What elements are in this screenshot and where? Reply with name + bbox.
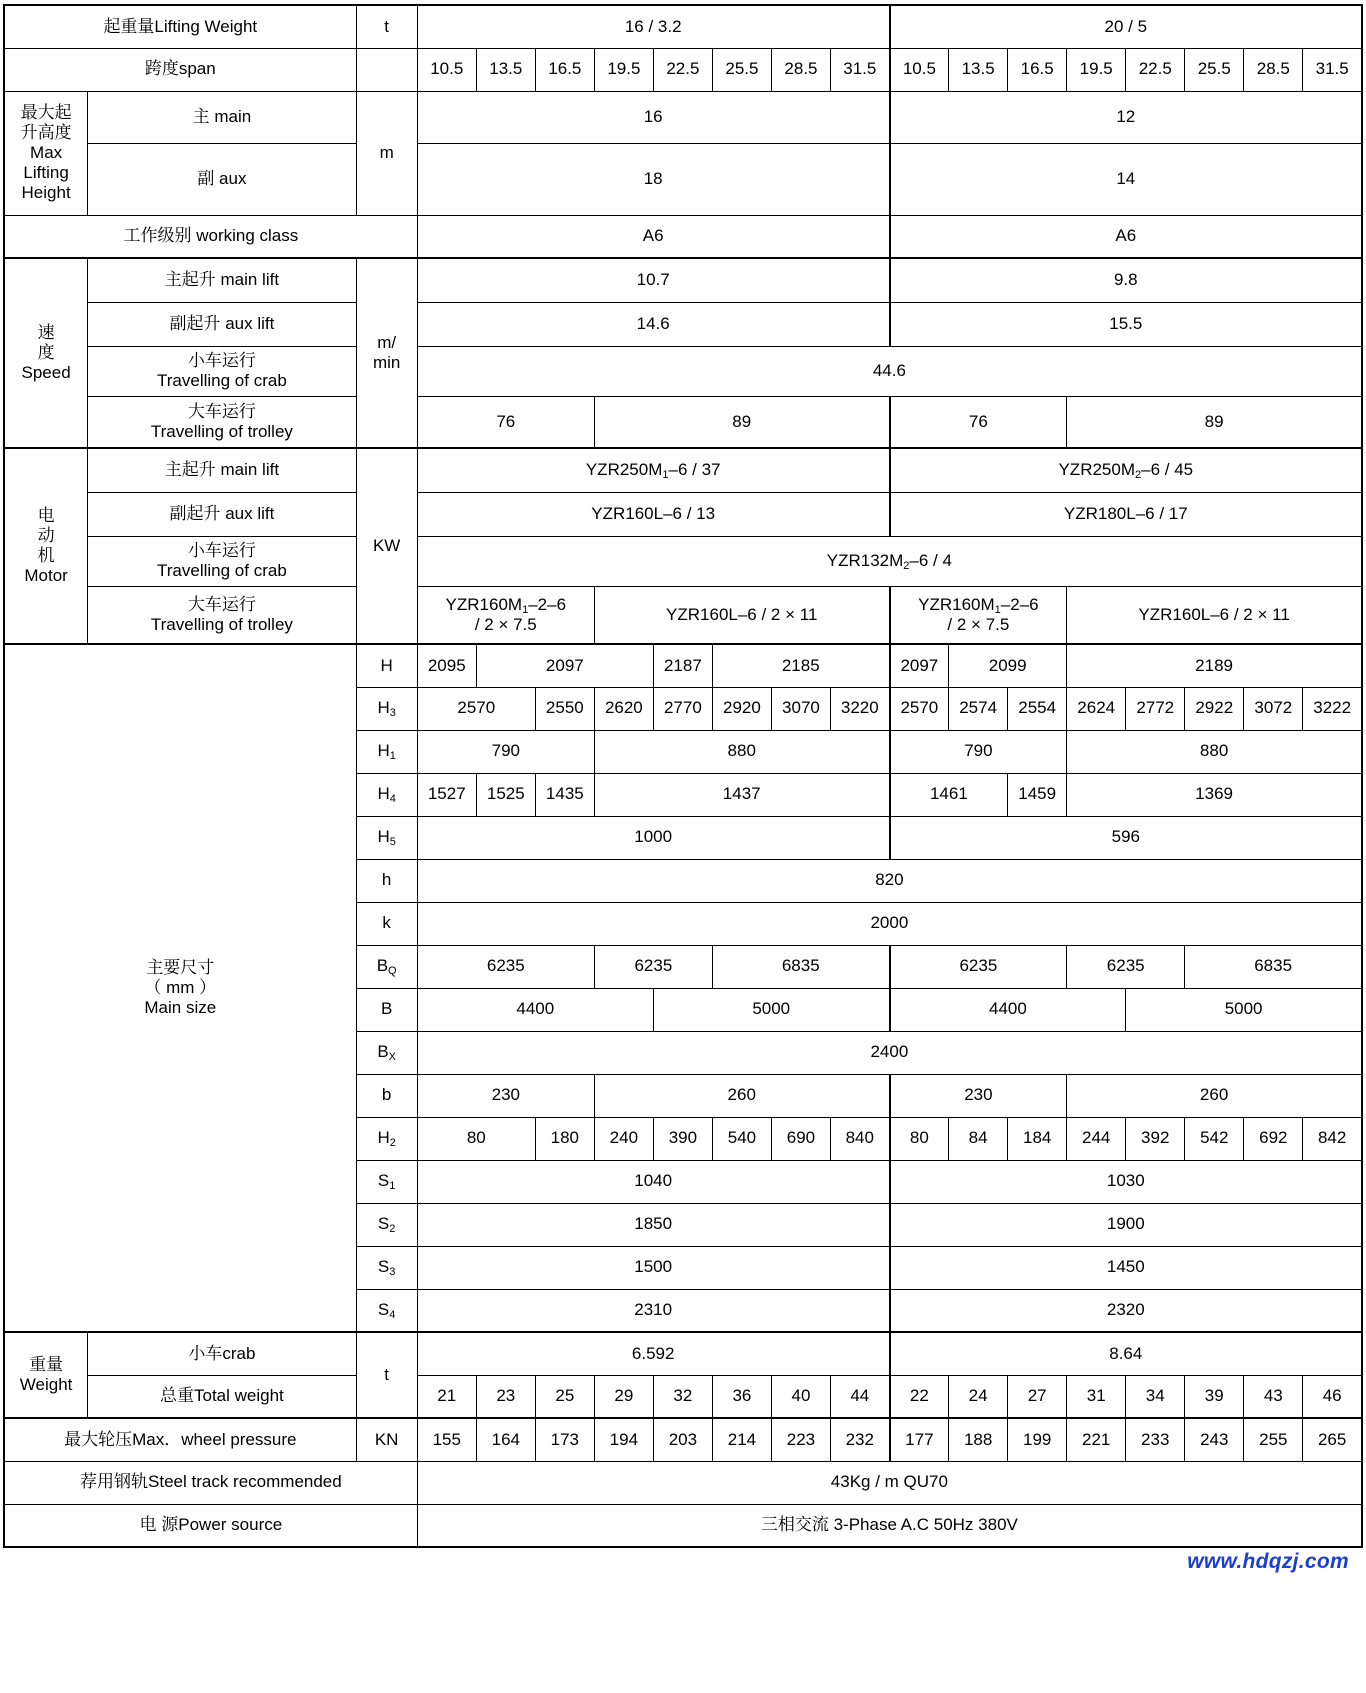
value-speed-aux-lift-b: 15.5 <box>890 302 1362 346</box>
value-H2-b-4: 244 <box>1067 1117 1126 1160</box>
group-label-speed <box>4 258 88 448</box>
value-H-b-3: 2189 <box>1067 644 1362 687</box>
group-label-max-lifting-height-en: Max Lifting Height <box>21 142 71 203</box>
value-total-b-4: 31 <box>1067 1375 1126 1418</box>
value-S1-a: 1040 <box>417 1160 889 1203</box>
value-motor-aux-lift-b: YZR180L–6 / 17 <box>890 492 1362 536</box>
value-B-b-2: 5000 <box>1126 988 1362 1031</box>
value-total-b-8: 46 <box>1303 1375 1362 1418</box>
dim-symbol-H2: $H_2$ <box>356 1117 417 1160</box>
row-label-weight-total: 总重Total weight <box>88 1375 356 1418</box>
row-label-motor-aux-lift: 副起升 aux lift <box>88 492 356 536</box>
value-motor-crab-all: $YZR132M_2-6 / 4$ <box>417 536 1362 586</box>
table-row-span <box>4 48 1362 91</box>
dim-symbol-BX: $B_X$ <box>356 1031 417 1074</box>
table-row-motor-aux-lift <box>4 492 1362 536</box>
group-label-weight <box>4 1332 88 1418</box>
value-H3-a-5: 2920 <box>712 687 771 730</box>
value-motor-trolley-a2: YZR160L–6 / 2 × 11 <box>594 586 889 644</box>
value-span-a-7: 28.5 <box>771 48 830 91</box>
value-H3-b-8: 3222 <box>1303 687 1362 730</box>
group-label-weight-en: Weight <box>19 1375 73 1394</box>
value-S2-b: 1900 <box>890 1203 1362 1246</box>
value-span-b-3: 16.5 <box>1008 48 1067 91</box>
dim-symbol-S3: $S_3$ <box>356 1246 417 1289</box>
value-motor-trolley-b2: YZR160L–6 / 2 × 11 <box>1067 586 1362 644</box>
row-label-working-class: 工作级别 working class <box>4 215 417 258</box>
value-BQ-a-1: 6235 <box>417 945 594 988</box>
value-H-a-3: 2187 <box>653 644 712 687</box>
value-H1-a-1: 790 <box>417 730 594 773</box>
group-label-max-lifting-height <box>4 91 88 215</box>
row-label-weight-crab: 小车crab <box>88 1332 356 1375</box>
value-wp-b-7: 255 <box>1244 1418 1303 1461</box>
row-label-motor-main-lift: 主起升 main lift <box>88 448 356 492</box>
table-row-max-lifting-height-aux <box>4 143 1362 215</box>
value-wp-a-3: 173 <box>535 1418 594 1461</box>
value-H3-b-6: 2922 <box>1185 687 1244 730</box>
unit-weight: t <box>356 1332 417 1418</box>
dim-symbol-B: B <box>356 988 417 1031</box>
value-total-b-1: 22 <box>890 1375 949 1418</box>
value-span-b-2: 13.5 <box>949 48 1008 91</box>
group-label-speed-en: Speed <box>21 363 71 383</box>
value-H5-b: 596 <box>890 816 1362 859</box>
value-H4-a-1: 1527 <box>417 773 476 816</box>
value-H-b-2: 2099 <box>949 644 1067 687</box>
value-span-a-1: 10.5 <box>417 48 476 91</box>
row-label-height-main: 主 main <box>88 91 356 143</box>
value-wp-a-5: 203 <box>653 1418 712 1461</box>
value-BQ-b-1: 6235 <box>890 945 1067 988</box>
value-BQ-b-2: 6235 <box>1067 945 1185 988</box>
value-steel-track: 43Kg / m QU70 <box>417 1461 1362 1504</box>
value-wp-b-3: 199 <box>1008 1418 1067 1461</box>
value-S2-a: 1850 <box>417 1203 889 1246</box>
row-label-speed-trolley-en: Travelling of trolley <box>150 421 293 441</box>
value-span-b-1: 10.5 <box>890 48 949 91</box>
value-k-all: 2000 <box>417 902 1362 945</box>
value-total-a-6: 36 <box>712 1375 771 1418</box>
unit-span <box>356 48 417 91</box>
value-H3-b-5: 2772 <box>1126 687 1185 730</box>
value-speed-aux-lift-a: 14.6 <box>417 302 889 346</box>
table-row-speed-crab <box>4 346 1362 396</box>
value-H2-b-7: 692 <box>1244 1117 1303 1160</box>
row-label-speed-crab-en: Travelling of crab <box>157 371 287 390</box>
unit-wheel-pressure: KN <box>356 1418 417 1461</box>
value-weight-crab-b: 8.64 <box>890 1332 1362 1375</box>
value-wp-a-7: 223 <box>771 1418 830 1461</box>
value-H1-b-1: 790 <box>890 730 1067 773</box>
row-label-speed-main-lift: 主起升 main lift <box>88 258 356 302</box>
value-height-main-a: 16 <box>417 91 889 143</box>
value-H-a-2: 2097 <box>476 644 653 687</box>
value-H4-b-1: 1461 <box>890 773 1008 816</box>
value-H2-a-3: 240 <box>594 1117 653 1160</box>
row-label-steel-track: 荐用钢轨Steel track recommended <box>4 1461 417 1504</box>
value-H3-a-7: 3220 <box>830 687 889 730</box>
row-label-span: 跨度span <box>4 48 356 91</box>
value-H2-a-2: 180 <box>535 1117 594 1160</box>
value-total-a-8: 44 <box>830 1375 889 1418</box>
value-H3-b-7: 3072 <box>1244 687 1303 730</box>
value-H2-b-2: 84 <box>949 1117 1008 1160</box>
dim-symbol-H1: $H_1$ <box>356 730 417 773</box>
value-H5-a: 1000 <box>417 816 889 859</box>
value-motor-main-lift-a: $YZR250M_1-6 / 37$ <box>417 448 889 492</box>
website-watermark: www.hdqzj.com <box>1187 1550 1349 1573</box>
dim-symbol-H4: $H_4$ <box>356 773 417 816</box>
value-H2-b-3: 184 <box>1008 1117 1067 1160</box>
value-BQ-b-3: 6835 <box>1185 945 1362 988</box>
value-lifting-weight-group-a: 16 / 3.2 <box>417 5 889 48</box>
value-H3-a-2: 2550 <box>535 687 594 730</box>
dim-symbol-h: h <box>356 859 417 902</box>
value-S1-b: 1030 <box>890 1160 1362 1203</box>
dim-symbol-H3: $H_3$ <box>356 687 417 730</box>
row-label-motor-crab-en: Travelling of crab <box>157 561 287 580</box>
table-row-motor-main-lift <box>4 448 1362 492</box>
value-wp-a-4: 194 <box>594 1418 653 1461</box>
value-H1-a-2: 880 <box>594 730 889 773</box>
table-row-speed-aux-lift <box>4 302 1362 346</box>
value-span-b-7: 28.5 <box>1244 48 1303 91</box>
value-span-b-4: 19.5 <box>1067 48 1126 91</box>
value-H2-a-1: 80 <box>417 1117 535 1160</box>
value-H3-a-1: 2570 <box>417 687 535 730</box>
value-working-class-a: A6 <box>417 215 889 258</box>
value-total-a-7: 40 <box>771 1375 830 1418</box>
row-label-lifting-weight: 起重量Lifting Weight <box>4 5 356 48</box>
group-label-speed-cn: 速 度 <box>37 322 55 362</box>
value-H4-a-4: 1437 <box>594 773 889 816</box>
value-BQ-a-2: 6235 <box>594 945 712 988</box>
value-wp-b-6: 243 <box>1185 1418 1244 1461</box>
value-span-b-6: 25.5 <box>1185 48 1244 91</box>
value-BX-all: 2400 <box>417 1031 1362 1074</box>
row-label-wheel-pressure: 最大轮压Max．wheel pressure <box>4 1418 356 1461</box>
value-H2-a-6: 690 <box>771 1117 830 1160</box>
value-H3-b-2: 2574 <box>949 687 1008 730</box>
value-wp-b-4: 221 <box>1067 1418 1126 1461</box>
value-total-b-5: 34 <box>1126 1375 1185 1418</box>
dim-symbol-S2: $S_2$ <box>356 1203 417 1246</box>
table-row-motor-crab <box>4 536 1362 586</box>
value-span-b-8: 31.5 <box>1303 48 1362 91</box>
value-S4-a: 2310 <box>417 1289 889 1332</box>
row-label-motor-crab-cn: 小车运行 <box>187 540 256 560</box>
value-speed-trolley-b2: 89 <box>1067 396 1362 448</box>
value-wp-a-8: 232 <box>830 1418 889 1461</box>
value-H2-b-5: 392 <box>1126 1117 1185 1160</box>
value-b-b-1: 230 <box>890 1074 1067 1117</box>
row-label-motor-trolley <box>88 586 356 644</box>
row-label-motor-crab <box>88 536 356 586</box>
value-H1-b-2: 880 <box>1067 730 1362 773</box>
value-BQ-a-3: 6835 <box>712 945 889 988</box>
group-label-main-size-unit: （ mm ） <box>144 977 217 997</box>
value-H-b-1: 2097 <box>890 644 949 687</box>
table-row-lifting-weight <box>4 5 1362 48</box>
group-label-main-size-en: Main size <box>144 998 217 1018</box>
value-height-aux-a: 18 <box>417 143 889 215</box>
value-H2-a-5: 540 <box>712 1117 771 1160</box>
table-row-working-class <box>4 215 1362 258</box>
dim-symbol-S1: $S_1$ <box>356 1160 417 1203</box>
value-H2-b-1: 80 <box>890 1117 949 1160</box>
value-working-class-b: A6 <box>890 215 1362 258</box>
table-row-speed-trolley <box>4 396 1362 448</box>
value-H2-b-6: 542 <box>1185 1117 1244 1160</box>
value-motor-aux-lift-a: YZR160L–6 / 13 <box>417 492 889 536</box>
value-power-source: 三相交流 3-Phase A.C 50Hz 380V <box>417 1504 1362 1547</box>
value-H-a-4: 2185 <box>712 644 889 687</box>
value-wp-a-1: 155 <box>417 1418 476 1461</box>
value-H3-b-1: 2570 <box>890 687 949 730</box>
table-row-weight-total <box>4 1375 1362 1418</box>
value-span-a-8: 31.5 <box>830 48 889 91</box>
row-label-speed-crab-cn: 小车运行 <box>187 350 256 370</box>
dim-symbol-H5: $H_5$ <box>356 816 417 859</box>
value-wp-a-2: 164 <box>476 1418 535 1461</box>
dim-symbol-b: b <box>356 1074 417 1117</box>
table-row-weight-crab <box>4 1332 1362 1375</box>
value-speed-crab-all: 44.6 <box>417 346 1362 396</box>
value-wp-b-5: 233 <box>1126 1418 1185 1461</box>
value-total-a-2: 23 <box>476 1375 535 1418</box>
value-total-a-3: 25 <box>535 1375 594 1418</box>
value-span-a-4: 19.5 <box>594 48 653 91</box>
value-lifting-weight-group-b: 20 / 5 <box>890 5 1362 48</box>
value-span-a-3: 16.5 <box>535 48 594 91</box>
row-label-height-aux: 副 aux <box>88 143 356 215</box>
value-span-a-5: 22.5 <box>653 48 712 91</box>
value-total-b-3: 27 <box>1008 1375 1067 1418</box>
value-S3-b: 1450 <box>890 1246 1362 1289</box>
crane-specification-table <box>3 4 1363 1548</box>
value-wp-b-1: 177 <box>890 1418 949 1461</box>
value-weight-crab-a: 6.592 <box>417 1332 889 1375</box>
value-total-b-6: 39 <box>1185 1375 1244 1418</box>
table-row-dim-H <box>4 644 1362 687</box>
value-speed-trolley-a2: 89 <box>594 396 889 448</box>
table-row-speed-main-lift <box>4 258 1362 302</box>
value-speed-main-lift-b: 9.8 <box>890 258 1362 302</box>
value-span-a-2: 13.5 <box>476 48 535 91</box>
value-speed-trolley-b1: 76 <box>890 396 1067 448</box>
dim-symbol-S4: $S_4$ <box>356 1289 417 1332</box>
value-total-b-7: 43 <box>1244 1375 1303 1418</box>
row-label-speed-crab <box>88 346 356 396</box>
value-H2-a-4: 390 <box>653 1117 712 1160</box>
value-speed-trolley-a1: 76 <box>417 396 594 448</box>
value-height-main-b: 12 <box>890 91 1362 143</box>
group-label-max-lifting-height-cn: 最大起 升高度 <box>20 102 72 142</box>
value-total-a-5: 32 <box>653 1375 712 1418</box>
value-span-b-5: 22.5 <box>1126 48 1185 91</box>
table-row-steel-track <box>4 1461 1362 1504</box>
table-row-wheel-pressure <box>4 1418 1362 1461</box>
group-label-motor <box>4 448 88 644</box>
value-H4-b-3: 1369 <box>1067 773 1362 816</box>
row-label-motor-trolley-cn: 大车运行 <box>187 594 256 614</box>
value-span-a-6: 25.5 <box>712 48 771 91</box>
value-H3-a-6: 3070 <box>771 687 830 730</box>
group-label-motor-cn: 电 动 机 <box>37 505 55 565</box>
value-B-b-1: 4400 <box>890 988 1126 1031</box>
value-speed-main-lift-a: 10.7 <box>417 258 889 302</box>
value-b-b-2: 260 <box>1067 1074 1362 1117</box>
value-H3-b-4: 2624 <box>1067 687 1126 730</box>
value-H2-b-8: 842 <box>1303 1117 1362 1160</box>
value-S4-b: 2320 <box>890 1289 1362 1332</box>
value-H3-b-3: 2554 <box>1008 687 1067 730</box>
value-S3-a: 1500 <box>417 1246 889 1289</box>
value-motor-trolley-a1: $YZR160M_1-2-6$ / 2 × 7.5 <box>417 586 594 644</box>
dim-symbol-H: H <box>356 644 417 687</box>
value-wp-a-6: 214 <box>712 1418 771 1461</box>
value-H2-a-7: 840 <box>830 1117 889 1160</box>
row-label-motor-trolley-en: Travelling of trolley <box>150 614 293 634</box>
unit-motor: KW <box>356 448 417 644</box>
value-H3-a-3: 2620 <box>594 687 653 730</box>
unit-lifting-weight: t <box>356 5 417 48</box>
value-total-a-4: 29 <box>594 1375 653 1418</box>
value-motor-main-lift-b: $YZR250M_2-6 / 45$ <box>890 448 1362 492</box>
value-h-all: 820 <box>417 859 1362 902</box>
dim-symbol-BQ: $B_Q$ <box>356 945 417 988</box>
table-row-power-source <box>4 1504 1362 1547</box>
value-H4-a-3: 1435 <box>535 773 594 816</box>
group-label-motor-en: Motor <box>24 566 68 586</box>
value-H-a-1: 2095 <box>417 644 476 687</box>
value-b-a-2: 260 <box>594 1074 889 1117</box>
value-H4-b-2: 1459 <box>1008 773 1067 816</box>
group-label-main-size-cn: 主要尺寸 <box>146 957 215 977</box>
table-row-motor-trolley <box>4 586 1362 644</box>
value-wp-b-2: 188 <box>949 1418 1008 1461</box>
value-height-aux-b: 14 <box>890 143 1362 215</box>
row-label-power-source: 电 源Power source <box>4 1504 417 1547</box>
unit-max-lifting-height: m <box>356 91 417 215</box>
value-B-a-1: 4400 <box>417 988 653 1031</box>
unit-speed: m/ min <box>356 258 417 448</box>
value-total-b-2: 24 <box>949 1375 1008 1418</box>
row-label-speed-trolley-cn: 大车运行 <box>187 401 256 421</box>
value-motor-trolley-b1: $YZR160M_1-2-6$ / 2 × 7.5 <box>890 586 1067 644</box>
value-b-a-1: 230 <box>417 1074 594 1117</box>
row-label-speed-trolley <box>88 396 356 448</box>
table-row-max-lifting-height-main <box>4 91 1362 143</box>
value-total-a-1: 21 <box>417 1375 476 1418</box>
group-label-weight-cn: 重量 <box>29 1354 64 1374</box>
group-label-main-size <box>4 644 356 1332</box>
value-wp-b-8: 265 <box>1303 1418 1362 1461</box>
value-H3-a-4: 2770 <box>653 687 712 730</box>
row-label-speed-aux-lift: 副起升 aux lift <box>88 302 356 346</box>
value-B-a-2: 5000 <box>653 988 889 1031</box>
dim-symbol-k: k <box>356 902 417 945</box>
value-H4-a-2: 1525 <box>476 773 535 816</box>
